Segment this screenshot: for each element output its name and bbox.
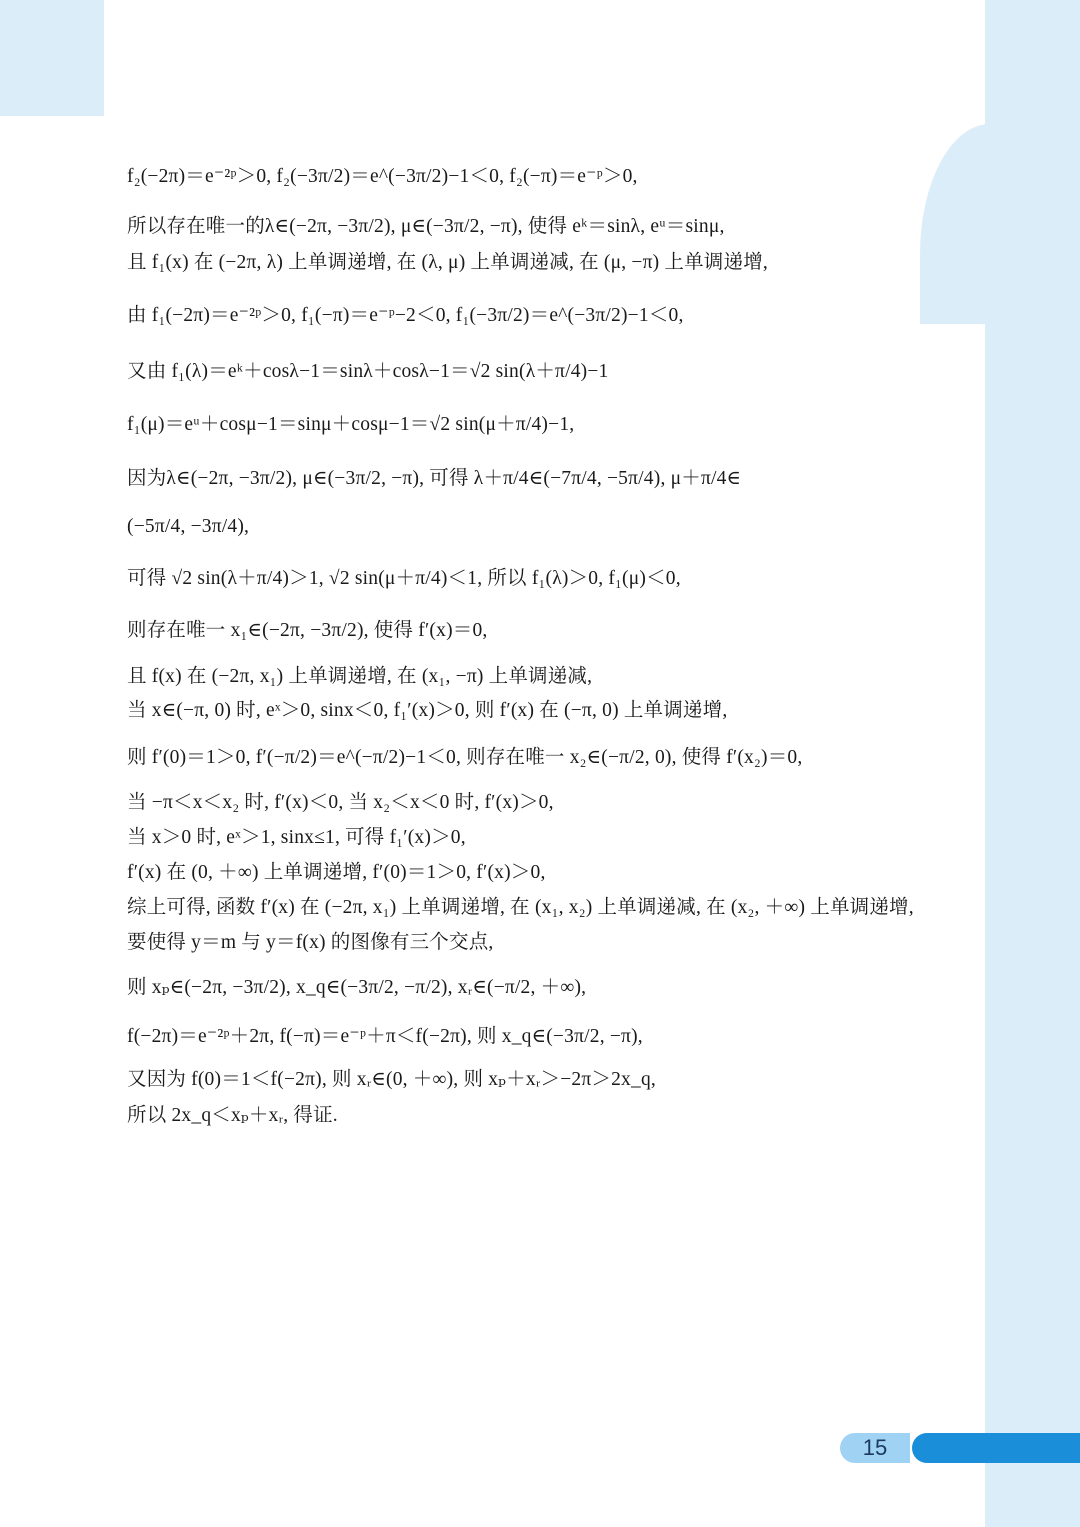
page-number-bar — [912, 1433, 1080, 1463]
page-number: 15 — [840, 1433, 910, 1463]
text-line: f₁(μ)＝eᵘ＋cosμ−1＝sinμ＋cosμ−1＝√2 sin(μ＋π/4)−1, — [127, 414, 575, 435]
corner-decoration — [0, 0, 104, 116]
text-line: f(−2π)＝e⁻²ᵖ＋2π, f(−π)＝e⁻ᵖ＋π＜f(−2π), 则 x_q∈(−3π/2, −π), — [127, 1026, 643, 1047]
text-line: 因为λ∈(−2π, −3π/2), μ∈(−3π/2, −π), 可得 λ＋π/4∈(−7π/4, −5π/4), μ＋π/4∈ — [127, 468, 742, 489]
text-line: 所以存在唯一的λ∈(−2π, −3π/2), μ∈(−3π/2, −π), 使得 eᵏ＝sinλ, eᵘ＝sinμ, — [127, 216, 725, 237]
text-line: f₂(−2π)＝e⁻²ᵖ＞0, f₂(−3π/2)＝e^(−3π/2)−1＜0, f₂(−π)＝e⁻ᵖ＞0, — [127, 166, 638, 187]
text-line: 当 x＞0 时, eˣ＞1, sinx≤1, 可得 f₁′(x)＞0, — [127, 827, 466, 848]
text-line: 综上可得, 函数 f′(x) 在 (−2π, x₁) 上单调递增, 在 (x₁, x₂) 上单调递减, 在 (x₂, ＋∞) 上单调递增, — [127, 897, 914, 918]
text-line: (−5π/4, −3π/4), — [127, 516, 250, 537]
text-line: 当 −π＜x＜x₂ 时, f′(x)＜0, 当 x₂＜x＜0 时, f′(x)＞0, — [127, 792, 554, 813]
text-line: 则 xₚ∈(−2π, −3π/2), x_q∈(−3π/2, −π/2), xᵣ∈(−π/2, ＋∞), — [127, 977, 587, 998]
text-line: 可得 √2 sin(λ＋π/4)＞1, √2 sin(μ＋π/4)＜1, 所以 f₁(λ)＞0, f₁(μ)＜0, — [127, 568, 681, 589]
solution-text — [127, 160, 957, 1126]
text-line: 由 f₁(−2π)＝e⁻²ᵖ＞0, f₁(−π)＝e⁻ᵖ−2＜0, f₁(−3π/2)＝e^(−3π/2)−1＜0, — [127, 305, 684, 326]
text-line: 又因为 f(0)＝1＜f(−2π), 则 xᵣ∈(0, ＋∞), 则 xₚ＋xᵣ＞−2π＞2x_q, — [127, 1069, 656, 1090]
text-line: 则存在唯一 x₁∈(−2π, −3π/2), 使得 f′(x)＝0, — [127, 620, 488, 641]
text-line: 所以 2x_q＜xₚ＋xᵣ, 得证. — [127, 1105, 338, 1126]
text-line: 当 x∈(−π, 0) 时, eˣ＞0, sinx＜0, f₁′(x)＞0, 则 f′(x) 在 (−π, 0) 上单调递增, — [127, 700, 728, 721]
text-line: 又由 f₁(λ)＝eᵏ＋cosλ−1＝sinλ＋cosλ−1＝√2 sin(λ＋π/4)−1 — [127, 361, 609, 382]
text-line: f′(x) 在 (0, ＋∞) 上单调递增, f′(0)＝1＞0, f′(x)＞0, — [127, 862, 546, 883]
text-line: 且 f(x) 在 (−2π, x₁) 上单调递增, 在 (x₁, −π) 上单调递减, — [127, 666, 593, 687]
text-line: 则 f′(0)＝1＞0, f′(−π/2)＝e^(−π/2)−1＜0, 则存在唯一 x₂∈(−π/2, 0), 使得 f′(x₂)＝0, — [127, 747, 803, 768]
text-line: 且 f₁(x) 在 (−2π, λ) 上单调递增, 在 (λ, μ) 上单调递减, 在 (μ, −π) 上单调递增, — [127, 252, 768, 273]
right-margin-band — [985, 0, 1080, 1527]
text-line: 要使得 y＝m 与 y＝f(x) 的图像有三个交点, — [127, 932, 494, 953]
